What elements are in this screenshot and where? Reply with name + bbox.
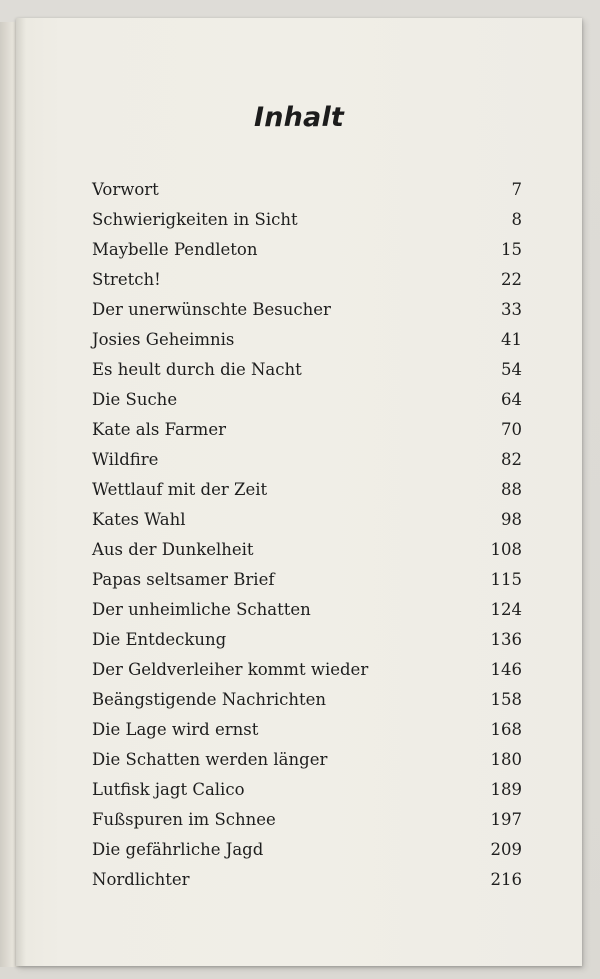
toc-entry-page: 168 [490,720,522,739]
toc-entry [92,330,522,360]
toc-entry-label: Wildfire [92,450,159,469]
toc-entry-label: Beängstigende Nachrichten [92,690,327,709]
toc-entry [92,210,522,240]
toc-entry-page: 108 [490,540,522,559]
toc-entry-label: Der unheimliche Schatten [92,600,311,619]
toc-entry-page: 189 [490,780,522,799]
toc-entry-page: 209 [490,840,522,859]
toc-entry-label: Es heult durch die Nacht [92,360,302,379]
toc-entry [92,750,522,780]
toc-entry [92,240,522,270]
toc-entry [92,540,522,570]
toc-entry-page: 15 [501,240,522,259]
toc-entry-label: Josies Geheimnis [92,330,235,349]
toc-entry [92,810,522,840]
toc-entry-label: Aus der Dunkelheit [92,540,254,559]
toc-entry-page: 54 [501,360,522,379]
toc-entry-page: 64 [501,390,522,409]
toc-entry-page: 158 [490,690,522,709]
toc-entry [92,480,522,510]
toc-entry-page: 136 [490,630,522,649]
toc-entry-label: Vorwort [92,180,159,199]
table-of-contents [92,180,522,900]
toc-entry-page: 41 [501,330,522,349]
toc-entry [92,720,522,750]
toc-entry-label: Fußspuren im Schnee [92,810,276,829]
toc-entry-label: Wettlauf mit der Zeit [92,480,268,499]
toc-entry [92,780,522,810]
toc-entry-label: Die Lage wird ernst [92,720,259,739]
toc-entry-page: 197 [490,810,522,829]
page-title: Inhalt [253,102,345,133]
toc-entry-page: 216 [490,870,522,889]
toc-entry [92,840,522,870]
toc-entry [92,600,522,630]
toc-entry-page: 22 [501,270,522,289]
toc-entry [92,420,522,450]
toc-entry-page: 124 [490,600,522,619]
toc-entry-page: 70 [501,420,522,439]
toc-entry-page: 7 [511,180,522,199]
toc-entry-page: 82 [501,450,522,469]
toc-entry [92,660,522,690]
toc-entry-label: Kate als Farmer [92,420,226,439]
toc-entry-label: Lutfisk jagt Calico [92,780,245,799]
toc-entry-label: Stretch! [92,270,161,289]
toc-entry-label: Schwierigkeiten in Sicht [92,210,298,229]
toc-entry-label: Der unerwünschte Besucher [92,300,331,319]
toc-entry-label: Papas seltsamer Brief [92,570,275,589]
toc-entry [92,450,522,480]
toc-entry-label: Nordlichter [92,870,190,889]
toc-entry [92,870,522,900]
toc-entry-page: 88 [501,480,522,499]
book-page [16,18,582,966]
toc-entry [92,510,522,540]
toc-entry-label: Maybelle Pendleton [92,240,258,259]
toc-entry-page: 115 [490,570,522,589]
toc-entry [92,180,522,210]
toc-entry [92,690,522,720]
toc-entry-label: Kates Wahl [92,510,186,529]
toc-entry-page: 33 [501,300,522,319]
toc-entry [92,270,522,300]
toc-entry-label: Die Schatten werden länger [92,750,328,769]
toc-entry-page: 146 [490,660,522,679]
toc-entry-label: Die Suche [92,390,178,409]
toc-entry [92,300,522,330]
toc-entry [92,390,522,420]
toc-entry [92,570,522,600]
toc-entry-page: 8 [511,210,522,229]
toc-entry [92,360,522,390]
toc-entry-label: Die Entdeckung [92,630,227,649]
toc-entry-page: 98 [501,510,522,529]
toc-entry-label: Der Geldverleiher kommt wieder [92,660,369,679]
toc-entry [92,630,522,660]
toc-entry-label: Die gefährliche Jagd [92,840,264,859]
toc-entry-page: 180 [490,750,522,769]
